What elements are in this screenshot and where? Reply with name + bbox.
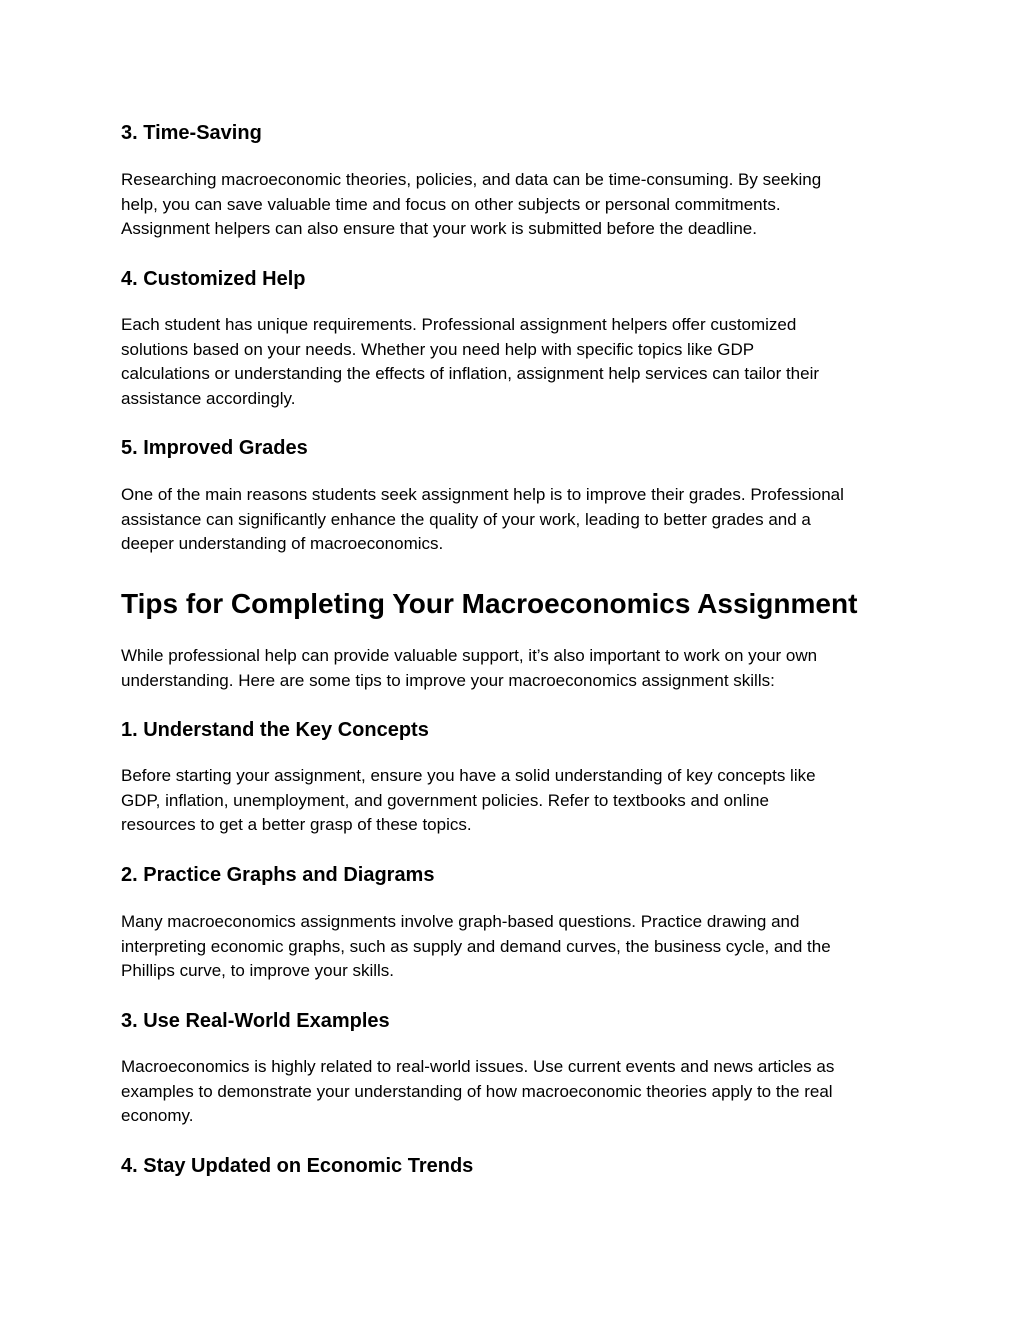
paragraph-line: Each student has unique requirements. Professional assignment helpers offer customized [121, 315, 797, 334]
tip-heading-key-concepts: 1. Understand the Key Concepts [121, 719, 429, 741]
paragraph-line: examples to demonstrate your understanding of how macroeconomic theories apply to the real [121, 1081, 833, 1101]
section-heading-improved-grades: 5. Improved Grades [121, 437, 308, 459]
tip-heading-economic-trends: 4. Stay Updated on Economic Trends [121, 1155, 474, 1177]
paragraph-line: interpreting economic graphs, such as supply and demand curves, the business cycle, and the [121, 936, 831, 956]
tips-section-title: Tips for Completing Your Macroeconomics Assignment [121, 588, 858, 619]
paragraph-line: understanding. Here are some tips to improve your macroeconomics assignment skills: [121, 670, 775, 690]
paragraph-line: GDP, inflation, unemployment, and government policies. Refer to textbooks and online [121, 790, 769, 810]
paragraph-line: Phillips curve, to improve your skills. [121, 961, 395, 980]
tip-heading-real-world-examples: 3. Use Real-World Examples [121, 1010, 390, 1032]
tip-paragraph-key-concepts [121, 764, 911, 838]
paragraph-line: calculations or understanding the effects of inflation, assignment help services can tailor their [121, 364, 820, 383]
section-paragraph-time-saving [121, 168, 911, 242]
tips-intro-paragraph [121, 644, 911, 693]
paragraph-line: Many macroeconomics assignments involve graph-based questions. Practice drawing and [121, 912, 800, 931]
section-paragraph-customized-help [121, 313, 911, 411]
paragraph-line: One of the main reasons students seek assignment help is to improve their grades. Professional [121, 485, 844, 504]
paragraph-line: solutions based on your needs. Whether you need help with specific topics like GDP [121, 339, 755, 359]
paragraph-line: deeper understanding of macroeconomics. [121, 534, 444, 553]
paragraph-line: While professional help can provide valuable support, it’s also important to work on your own [121, 646, 818, 665]
paragraph-line: Macroeconomics is highly related to real-world issues. Use current events and news articles as [121, 1057, 835, 1076]
paragraph-line: Assignment helpers can also ensure that your work is submitted before the deadline. [121, 219, 757, 238]
tip-paragraph-graphs-diagrams [121, 910, 911, 984]
paragraph-line: Before starting your assignment, ensure you have a solid understanding of key concepts like [121, 766, 816, 785]
tip-paragraph-real-world-examples [121, 1055, 911, 1129]
section-heading-time-saving: 3. Time-Saving [121, 122, 262, 144]
section-heading-customized-help: 4. Customized Help [121, 268, 306, 290]
section-paragraph-improved-grades [121, 483, 911, 557]
tip-heading-graphs-diagrams: 2. Practice Graphs and Diagrams [121, 864, 435, 886]
paragraph-line: Researching macroeconomic theories, policies, and data can be time-consuming. By seeking [121, 170, 822, 189]
paragraph-line: assistance can significantly enhance the quality of your work, leading to better grades and a [121, 509, 811, 529]
paragraph-line: economy. [121, 1106, 194, 1125]
paragraph-line: resources to get a better grasp of these topics. [121, 815, 472, 834]
paragraph-line: assistance accordingly. [121, 388, 296, 408]
paragraph-line: help, you can save valuable time and focus on other subjects or personal commitments. [121, 194, 781, 214]
